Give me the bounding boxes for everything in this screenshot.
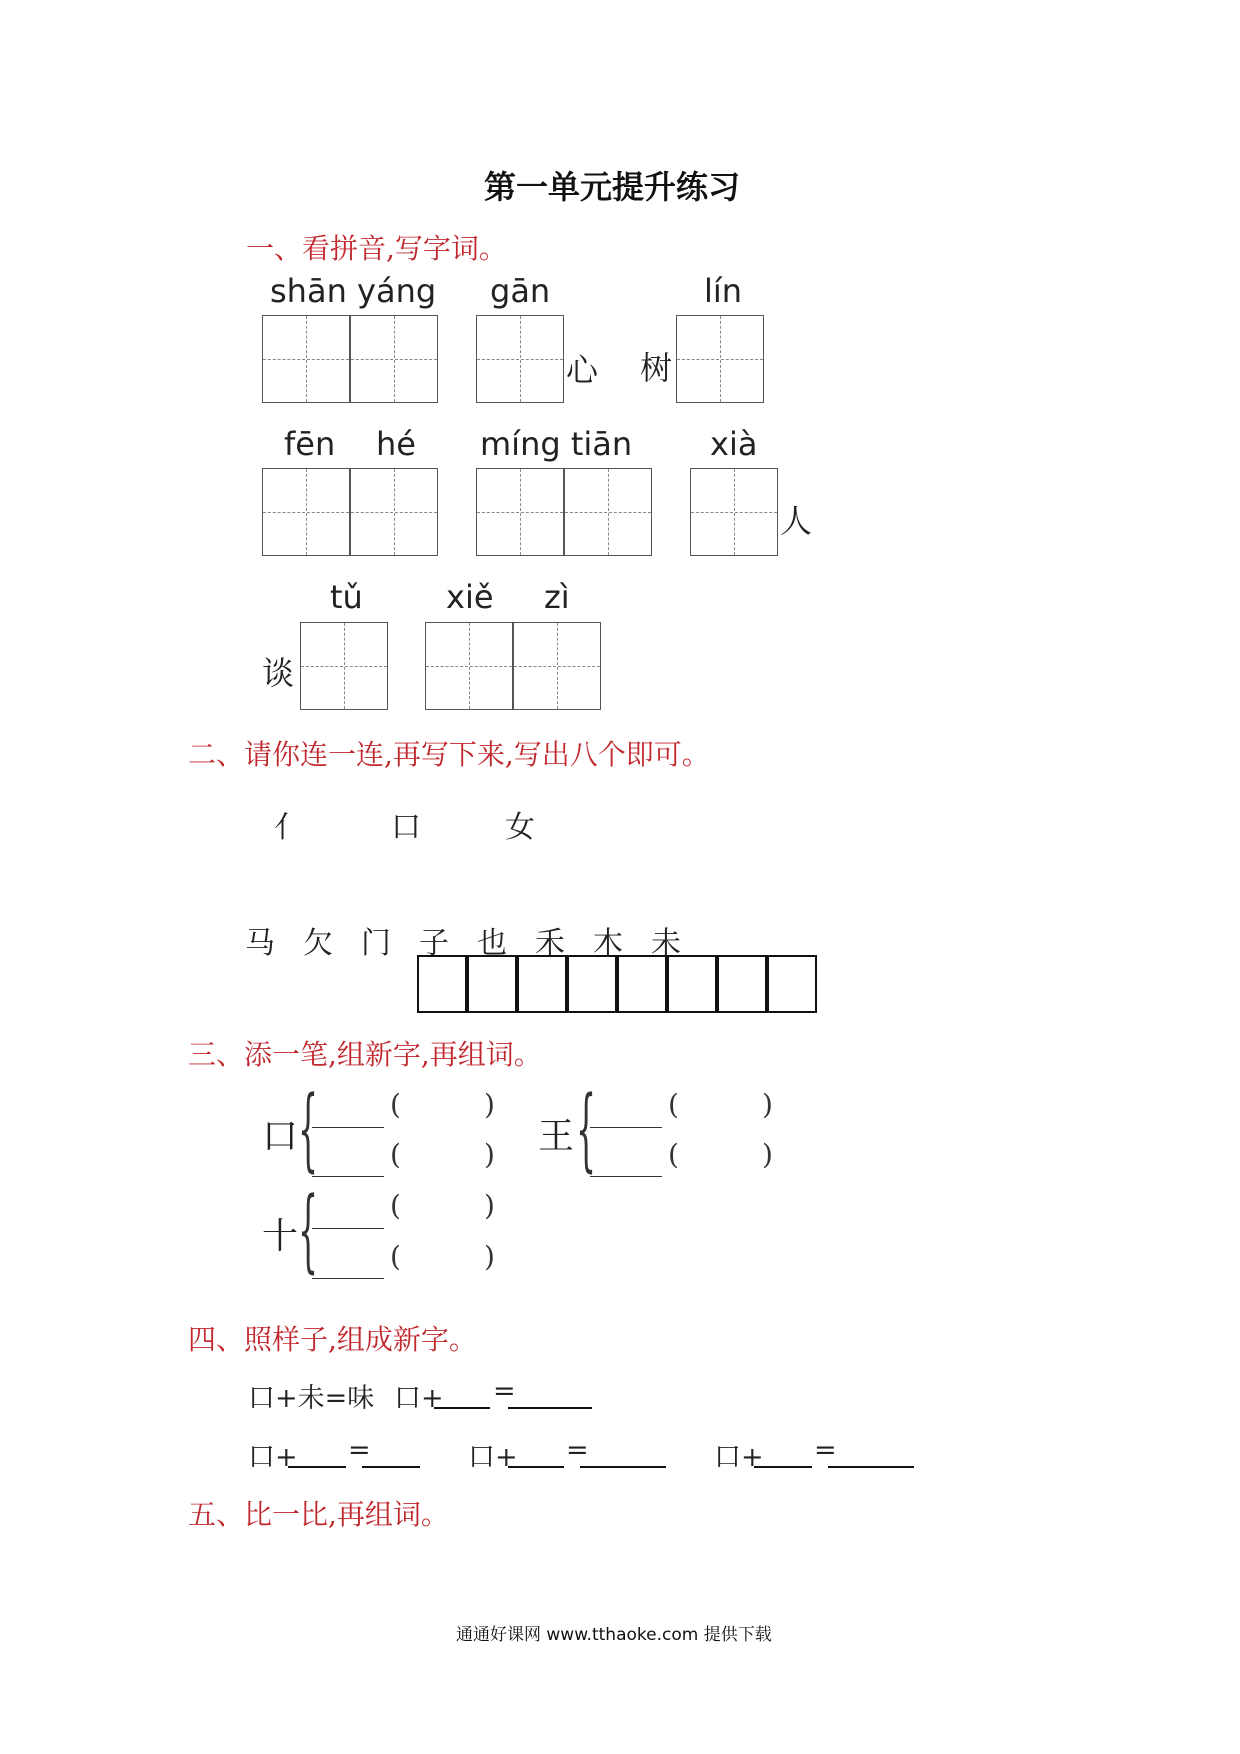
answer-box[interactable] — [417, 955, 467, 1013]
writing-cell[interactable] — [476, 315, 564, 403]
writing-cell[interactable] — [262, 315, 350, 403]
component[interactable]: 子 — [419, 926, 449, 961]
given-char-tan: 谈 — [262, 654, 295, 692]
component[interactable]: 木 — [593, 926, 623, 961]
answer-blank[interactable] — [590, 1127, 662, 1128]
given-char-xin: 心 — [566, 351, 599, 389]
pinyin-he: hé — [376, 425, 416, 463]
answer-box[interactable] — [567, 955, 617, 1013]
writing-cell[interactable] — [564, 468, 652, 556]
writing-cell[interactable] — [350, 315, 438, 403]
paren-close: ) — [762, 1138, 773, 1171]
section-3-heading: 三、添一笔,组新字,再组词。 — [188, 1038, 542, 1071]
answer-box[interactable] — [517, 955, 567, 1013]
base-char: 王 — [538, 1116, 575, 1157]
equals-sign: = — [493, 1376, 516, 1407]
pinyin-xia: xià — [710, 425, 758, 463]
equals-sign: = — [566, 1435, 589, 1466]
pinyin-xie: xiě — [446, 578, 494, 616]
pinyin-gan: gān — [490, 272, 551, 310]
answer-blank[interactable] — [312, 1228, 384, 1229]
pinyin-tu: tǔ — [330, 578, 363, 616]
answer-blank[interactable] — [288, 1466, 346, 1468]
plus-prefix: 口+ — [714, 1442, 764, 1473]
pinyin-fen: fēn — [284, 425, 336, 463]
answer-box[interactable] — [467, 955, 517, 1013]
answer-blank[interactable] — [590, 1176, 662, 1177]
answer-box[interactable] — [617, 955, 667, 1013]
component[interactable]: 禾 — [535, 926, 565, 961]
writing-cell[interactable] — [350, 468, 438, 556]
brace: { — [298, 1178, 319, 1283]
paren-close: ) — [484, 1138, 495, 1171]
answer-blank[interactable] — [580, 1466, 666, 1468]
page-title: 第一单元提升练习 — [484, 168, 741, 206]
writing-cell[interactable] — [676, 315, 764, 403]
section-2-heading: 二、请你连一连,再写下来,写出八个即可。 — [188, 738, 710, 771]
paren-open: ( — [390, 1240, 401, 1273]
brace: { — [576, 1077, 597, 1182]
answer-blank[interactable] — [754, 1466, 812, 1468]
answer-blank[interactable] — [508, 1466, 564, 1468]
section-1-heading: 一、看拼音,写字词。 — [246, 232, 507, 265]
paren-open: ( — [668, 1138, 679, 1171]
given-char-ren: 人 — [780, 502, 813, 540]
radical[interactable]: 口 — [391, 810, 421, 845]
section-5-heading: 五、比一比,再组词。 — [188, 1498, 449, 1531]
plus-prefix: 口+ — [468, 1442, 518, 1473]
paren-open: ( — [390, 1088, 401, 1121]
answer-box[interactable] — [767, 955, 817, 1013]
answer-box[interactable] — [667, 955, 717, 1013]
plus-prefix: 口+ — [394, 1383, 444, 1414]
component[interactable]: 马 — [245, 926, 275, 961]
writing-cell[interactable] — [425, 622, 513, 710]
pinyin-ming-tian: míng tiān — [480, 425, 633, 463]
paren-open: ( — [390, 1138, 401, 1171]
example-equation: 口+未=味 — [248, 1383, 375, 1414]
page-footer: 通通好课网 www.tthaoke.com 提供下载 — [456, 1625, 772, 1645]
writing-cell[interactable] — [300, 622, 388, 710]
answer-blank[interactable] — [362, 1466, 420, 1468]
section-4-heading: 四、照样子,组成新字。 — [188, 1323, 477, 1356]
radical[interactable]: 女 — [505, 810, 535, 845]
paren-close: ) — [484, 1189, 495, 1222]
component[interactable]: 也 — [477, 926, 507, 961]
answer-blank[interactable] — [508, 1407, 592, 1409]
radical[interactable]: 亻 — [274, 810, 304, 845]
base-char: 口 — [262, 1116, 299, 1157]
equals-sign: = — [814, 1435, 837, 1466]
pinyin-zi: zì — [544, 578, 570, 616]
component[interactable]: 欠 — [303, 926, 333, 961]
base-char: 十 — [262, 1216, 299, 1257]
given-char-shu: 树 — [640, 349, 673, 387]
writing-cell[interactable] — [690, 468, 778, 556]
answer-blank[interactable] — [312, 1127, 384, 1128]
paren-open: ( — [668, 1088, 679, 1121]
answer-blank[interactable] — [434, 1407, 490, 1409]
answer-box[interactable] — [717, 955, 767, 1013]
pinyin-shan-yang: shān yáng — [270, 272, 437, 310]
paren-open: ( — [390, 1189, 401, 1222]
answer-blank[interactable] — [312, 1278, 384, 1279]
paren-close: ) — [484, 1088, 495, 1121]
pinyin-lin: lín — [704, 272, 743, 310]
equals-sign: = — [348, 1435, 371, 1466]
writing-cell[interactable] — [476, 468, 564, 556]
paren-close: ) — [762, 1088, 773, 1121]
paren-close: ) — [484, 1240, 495, 1273]
component[interactable]: 门 — [361, 926, 391, 961]
brace: { — [298, 1077, 319, 1182]
answer-blank[interactable] — [312, 1176, 384, 1177]
writing-cell[interactable] — [513, 622, 601, 710]
plus-prefix: 口+ — [248, 1442, 298, 1473]
writing-cell[interactable] — [262, 468, 350, 556]
component[interactable]: 未 — [651, 926, 681, 961]
answer-blank[interactable] — [828, 1466, 914, 1468]
